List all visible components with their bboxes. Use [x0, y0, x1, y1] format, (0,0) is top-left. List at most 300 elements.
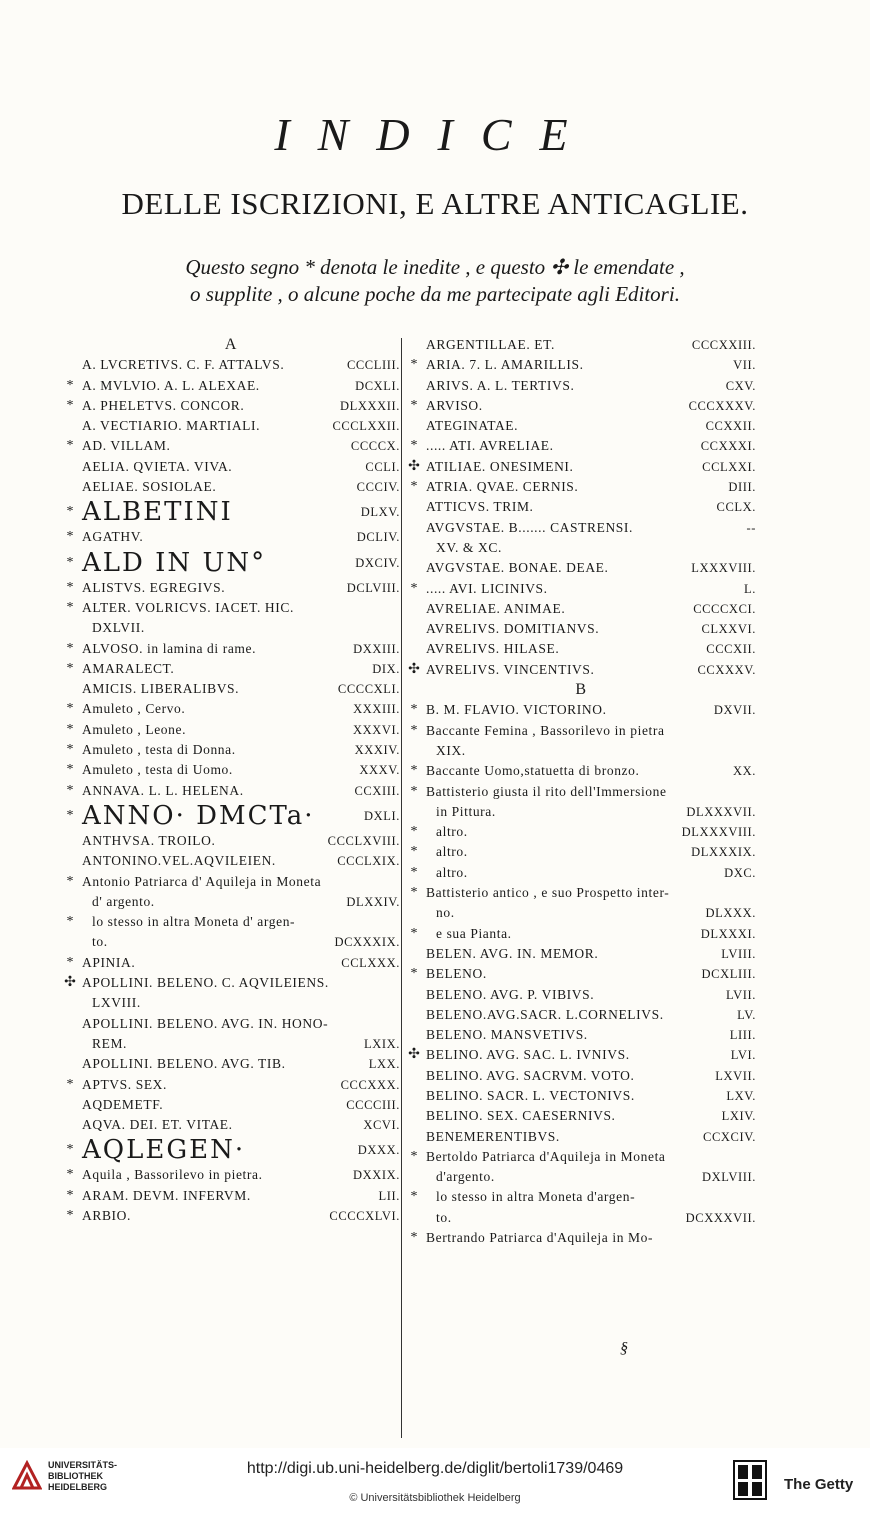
- entry-number: DLXXXVII.: [686, 804, 756, 819]
- index-entry: [406, 863, 756, 883]
- entry-mark: *: [66, 599, 74, 615]
- entry-mark: *: [410, 824, 418, 840]
- index-column-right: [406, 335, 756, 1248]
- entry-text: AVGVSTAE. B....... CASTRENSI.: [426, 519, 633, 535]
- entry-number: LXV.: [726, 1088, 756, 1103]
- entry-mark: *: [66, 807, 74, 823]
- index-entry: [406, 457, 756, 477]
- entry-mark: *: [66, 1187, 74, 1203]
- index-entry: [62, 639, 400, 659]
- entry-text: BENEMERENTIBVS.: [426, 1128, 560, 1144]
- entry-number: DLXXX.: [705, 906, 756, 921]
- entry-text: A. VECTIARIO. MARTIALI.: [82, 418, 261, 434]
- entry-text: ..... ATI. AVRELIAE.: [426, 438, 554, 454]
- index-entry: [62, 1186, 400, 1206]
- entry-number: CCCIV.: [356, 480, 400, 495]
- entry-number: --: [746, 520, 756, 535]
- entry-mark: *: [410, 722, 418, 738]
- index-entry: [406, 1005, 756, 1025]
- entry-text: ARAM. DEVM. INFERVM.: [82, 1187, 251, 1203]
- entry-text: ATILIAE. ONESIMENI.: [426, 458, 574, 474]
- index-entry: [406, 1127, 756, 1147]
- column-divider: [401, 338, 402, 1438]
- entry-text: DXLVII.: [92, 620, 145, 636]
- index-column-left: [62, 335, 400, 1226]
- entry-mark: *: [410, 925, 418, 941]
- entry-mark: *: [410, 844, 418, 860]
- entry-text: e sua Pianta.: [436, 925, 512, 941]
- index-entry: [406, 477, 756, 497]
- index-entry: [62, 477, 400, 497]
- entry-number: CCCCIII.: [346, 1097, 400, 1112]
- entry-text: lo stesso in altra Moneta d' argen-: [92, 914, 296, 930]
- entry-text: BELENO. MANSVETIVS.: [426, 1027, 588, 1043]
- index-entry: [406, 376, 756, 396]
- entry-mark: *: [66, 397, 74, 413]
- index-entry: [62, 497, 400, 527]
- index-entry: [406, 619, 756, 639]
- entry-number: DXXIX.: [353, 1168, 400, 1183]
- entry-text: APOLLINI. BELENO. C. AQVILEIENS.: [82, 975, 329, 991]
- index-entry: [406, 1066, 756, 1086]
- legend-note-line-1: Questo segno * denota le inedite , e questo ✣ le emendate ,: [185, 255, 685, 279]
- entry-text: Antonio Patriarca d' Aquileja in Moneta: [82, 873, 322, 889]
- entry-mark: *: [410, 763, 418, 779]
- entry-text: BELENO.AVG.SACR. L.CORNELIVS.: [426, 1006, 664, 1022]
- entry-mark: *: [66, 1142, 74, 1158]
- entry-text: BELINO. AVG. SACRVM. VOTO.: [426, 1067, 635, 1083]
- entry-number: CCCCX.: [350, 439, 400, 454]
- entry-mark: *: [66, 742, 74, 758]
- index-entry: [406, 436, 756, 456]
- entry-mark: ✣: [408, 458, 420, 474]
- entry-text: Bertrando Patriarca d'Aquileja in Mo-: [426, 1230, 654, 1246]
- entry-text: B: [575, 681, 587, 699]
- page-title: INDICE: [274, 109, 596, 160]
- entry-text: Amuleto , Leone.: [82, 721, 187, 737]
- index-entry: [62, 953, 400, 973]
- entry-mark: *: [66, 954, 74, 970]
- index-entry: [406, 416, 756, 436]
- index-entry: [62, 1014, 400, 1034]
- entry-text: AVRELIVS. VINCENTIVS.: [426, 661, 595, 677]
- index-entry: [62, 801, 400, 831]
- entry-number: LXVII.: [715, 1068, 756, 1083]
- index-entry: [406, 842, 756, 862]
- getty-logo-icon[interactable]: [733, 1460, 767, 1500]
- index-entry: [62, 781, 400, 801]
- entry-number: DLXXXVIII.: [681, 825, 756, 840]
- entry-number: CCCCXLVI.: [329, 1208, 400, 1223]
- entry-number: VII.: [733, 358, 756, 373]
- index-entry: [62, 993, 400, 1013]
- index-entry: [406, 1147, 756, 1167]
- entry-mark: *: [66, 377, 74, 393]
- entry-number: DLXXXIX.: [691, 845, 756, 860]
- index-entry: [62, 699, 400, 719]
- entry-text: to.: [436, 1209, 452, 1225]
- entry-number: DXLI.: [364, 808, 400, 823]
- entry-mark: *: [410, 479, 418, 495]
- entry-number: CCCCXCI.: [693, 601, 756, 616]
- index-entry: [62, 1206, 400, 1226]
- index-entry: [62, 376, 400, 396]
- entry-number: CCXIII.: [354, 783, 400, 798]
- entry-number: CLXXVI.: [701, 622, 756, 637]
- entry-text: ALVOSO. in lamina di rame.: [82, 640, 257, 656]
- index-entry: [406, 558, 756, 578]
- permalink-url[interactable]: http://digi.ub.uni-heidelberg.de/diglit/bertoli1739/0469: [246, 1460, 624, 1477]
- entry-number: DXLVIII.: [702, 1170, 756, 1185]
- index-entry: [406, 396, 756, 416]
- entry-text: ATRIA. QVAE. CERNIS.: [426, 479, 579, 495]
- index-entry: [62, 973, 400, 993]
- entry-text: Baccante Femina , Bassorilevo in pietra: [426, 722, 665, 738]
- index-entry: [62, 831, 400, 851]
- index-entry: [62, 396, 400, 416]
- entry-text: ..... AVI. LICINIVS.: [426, 580, 548, 596]
- index-entry: [62, 457, 400, 477]
- entry-text: in Pittura.: [436, 803, 496, 819]
- index-entry: [406, 518, 756, 538]
- entry-text: to.: [92, 934, 108, 950]
- page-subtitle: DELLE ISCRIZIONI, E ALTRE ANTICAGLIE.: [121, 186, 749, 221]
- entry-text: APOLLINI. BELENO. AVG. IN. HONO-: [82, 1015, 329, 1031]
- entry-text: ANTHVSA. TROILO.: [82, 832, 216, 848]
- index-entry: [406, 964, 756, 984]
- entry-mark: *: [66, 554, 74, 570]
- entry-number: CCXCIV.: [703, 1129, 756, 1144]
- entry-text: APOLLINI. BELENO. AVG. TIB.: [82, 1056, 286, 1072]
- index-entry: [406, 1208, 756, 1228]
- entry-text: BELENO. AVG. P. VIBIVS.: [426, 986, 595, 1002]
- entry-text: ARGENTILLAE. ET.: [426, 337, 555, 352]
- entry-number: DCXXXVII.: [685, 1210, 756, 1225]
- index-entry: [406, 1187, 756, 1207]
- index-entry: [62, 618, 400, 638]
- index-entry: [406, 579, 756, 599]
- index-entry: [62, 1075, 400, 1095]
- index-entry: [62, 436, 400, 456]
- entry-number: LVIII.: [721, 946, 756, 961]
- entry-mark: *: [66, 914, 74, 930]
- entry-text: AELIA. QVIETA. VIVA.: [82, 458, 233, 474]
- entry-text: ANNAVA. L. L. HELENA.: [82, 782, 244, 798]
- entry-text: AGATHV.: [82, 529, 144, 545]
- entry-mark: *: [66, 529, 74, 545]
- entry-mark: *: [410, 864, 418, 880]
- university-library-name: UNIVERSITÄTS- BIBLIOTHEK HEIDELBERG: [48, 1460, 118, 1492]
- entry-mark: ✣: [64, 975, 76, 991]
- entry-text: APTVS. SEX.: [82, 1076, 167, 1092]
- entry-text: LXVIII.: [92, 995, 141, 1011]
- entry-text: ALTER. VOLRICVS. IACET. HIC.: [82, 599, 294, 615]
- index-entry: [406, 761, 756, 781]
- index-entry: [406, 822, 756, 842]
- entry-number: CCXXXI.: [700, 439, 756, 454]
- index-entry: [62, 1034, 400, 1054]
- legend-note-line-2: o supplite , o alcune poche da me partecipate agli Editori.: [190, 282, 680, 306]
- index-entry: [406, 335, 756, 355]
- index-entry: [406, 741, 756, 761]
- entry-text: ARBIO.: [82, 1207, 131, 1223]
- index-entry: [406, 802, 756, 822]
- index-entry: [62, 416, 400, 436]
- getty-name: The Getty: [784, 1476, 854, 1493]
- index-entry: [406, 985, 756, 1005]
- index-entry: [406, 639, 756, 659]
- entry-text: AQLEGEN·: [82, 1135, 246, 1166]
- entry-number: XX.: [733, 764, 756, 779]
- entry-mark: *: [410, 966, 418, 982]
- section-letter: [62, 335, 400, 355]
- index-entry: [406, 944, 756, 964]
- entry-mark: *: [66, 660, 74, 676]
- entry-number: DCXLI.: [355, 378, 400, 393]
- entry-number: LXXXVIII.: [691, 561, 756, 576]
- entry-number: XXXVI.: [353, 722, 400, 737]
- entry-number: DIX.: [372, 661, 400, 676]
- entry-text: XV. & XC.: [436, 539, 502, 555]
- entry-number: CCXXII.: [705, 419, 756, 434]
- index-entry: [62, 720, 400, 740]
- entry-text: A. MVLVIO. A. L. ALEXAE.: [82, 377, 260, 393]
- entry-number: DXXIII.: [353, 641, 400, 656]
- entry-text: REM.: [92, 1035, 128, 1051]
- viewer-footer: [0, 1448, 870, 1518]
- entry-number: DCXXXIX.: [334, 935, 400, 950]
- index-entry: [62, 578, 400, 598]
- entry-mark: *: [66, 762, 74, 778]
- entry-mark: *: [410, 1230, 418, 1246]
- entry-number: LVII.: [726, 987, 756, 1002]
- entry-text: ALBETINI: [82, 497, 233, 528]
- entry-mark: *: [66, 1076, 74, 1092]
- entry-number: CCXXXV.: [697, 662, 756, 677]
- entry-number: DXVII.: [713, 703, 756, 718]
- entry-number: CCCXXIII.: [691, 338, 756, 352]
- entry-number: CCCXXXV.: [688, 398, 756, 413]
- entry-mark: *: [410, 357, 418, 373]
- section-letter: [406, 680, 756, 700]
- entry-number: DCLIV.: [356, 530, 400, 545]
- entry-text: Baccante Uomo,statuetta di bronzo.: [426, 763, 640, 779]
- index-entry: [62, 872, 400, 892]
- catchword: §: [620, 1340, 628, 1357]
- entry-number: DIII.: [728, 480, 756, 495]
- entry-text: AMARALECT.: [82, 660, 175, 676]
- entry-number: CCCLIII.: [346, 358, 400, 373]
- index-entry: [406, 355, 756, 375]
- entry-mark: *: [410, 580, 418, 596]
- entry-number: L.: [744, 581, 756, 596]
- entry-text: BELEN. AVG. IN. MEMOR.: [426, 945, 599, 961]
- entry-mark: *: [66, 782, 74, 798]
- entry-text: AVGVSTAE. BONAE. DEAE.: [426, 560, 609, 576]
- index-entry: [406, 599, 756, 619]
- entry-text: d'argento.: [436, 1169, 495, 1185]
- index-entry: [406, 903, 756, 923]
- entry-mark: *: [66, 721, 74, 737]
- entry-number: CCCLXXII.: [332, 419, 400, 434]
- entry-text: BELINO. SACR. L. VECTONIVS.: [426, 1087, 635, 1103]
- entry-mark: *: [410, 885, 418, 901]
- entry-number: CCCCXLI.: [337, 682, 400, 697]
- entry-text: AQDEMETF.: [82, 1096, 164, 1112]
- entry-text: AVRELIAE. ANIMAE.: [426, 600, 566, 616]
- entry-text: AMICIS. LIBERALIBVS.: [82, 681, 240, 697]
- entry-mark: *: [410, 783, 418, 799]
- index-entry: [62, 1054, 400, 1074]
- entry-mark: *: [410, 1148, 418, 1164]
- index-entry: [62, 912, 400, 932]
- index-entry: [406, 1106, 756, 1126]
- entry-text: Battisterio giusta il rito dell'Immersione: [426, 783, 667, 799]
- entry-text: Battisterio antico , e suo Prospetto inter-: [426, 885, 670, 901]
- entry-number: DLXXIV.: [346, 894, 400, 909]
- entry-number: DXCIV.: [355, 555, 400, 570]
- entry-text: Aquila , Bassorilevo in pietra.: [82, 1167, 263, 1183]
- entry-text: A. LVCRETIVS. C. F. ATTALVS.: [82, 357, 285, 373]
- entry-number: LXIX.: [364, 1036, 400, 1051]
- entry-mark: *: [66, 579, 74, 595]
- index-entry: [62, 760, 400, 780]
- index-entry: [62, 598, 400, 618]
- index-entry: [406, 1167, 756, 1187]
- entry-number: XXXV.: [359, 763, 400, 778]
- entry-mark: *: [66, 873, 74, 889]
- index-entry: [62, 548, 400, 578]
- entry-mark: *: [66, 640, 74, 656]
- entry-text: ALD IN UN°: [82, 547, 267, 578]
- index-entry: [406, 1045, 756, 1065]
- entry-text: altro.: [436, 844, 468, 860]
- entry-mark: *: [66, 504, 74, 520]
- entry-text: ALISTVS. EGREGIVS.: [82, 579, 226, 595]
- index-entry: [406, 660, 756, 680]
- entry-text: ATTICVS. TRIM.: [426, 499, 534, 515]
- entry-text: APINIA.: [82, 954, 136, 970]
- entry-mark: *: [66, 438, 74, 454]
- entry-number: CCLXXX.: [341, 955, 400, 970]
- entry-text: BELINO. AVG. SAC. L. IVNIVS.: [426, 1047, 630, 1063]
- entry-number: LV.: [737, 1007, 756, 1022]
- entry-mark: *: [66, 1167, 74, 1183]
- index-entry: [62, 679, 400, 699]
- entry-text: AQVA. DEI. ET. VITAE.: [82, 1117, 233, 1133]
- entry-number: DCLVIII.: [346, 580, 400, 595]
- entry-number: CCLXXI.: [702, 459, 756, 474]
- entry-number: CCCLXIX.: [337, 854, 400, 869]
- entry-text: AVRELIVS. HILASE.: [426, 641, 560, 657]
- entry-text: ANTONINO.VEL.AQVILEIEN.: [82, 853, 276, 869]
- entry-mark: *: [410, 438, 418, 454]
- entry-text: altro.: [436, 864, 468, 880]
- index-entry: [406, 700, 756, 720]
- entry-number: CCCLXVIII.: [327, 833, 400, 848]
- entry-text: Bertoldo Patriarca d'Aquileja in Moneta: [426, 1148, 666, 1164]
- entry-mark: *: [410, 702, 418, 718]
- entry-text: XIX.: [436, 742, 466, 758]
- index-entry: [406, 782, 756, 802]
- entry-mark: *: [66, 1207, 74, 1223]
- entry-text: BELENO.: [426, 966, 487, 982]
- entry-text: ARIVS. A. L. TERTIVS.: [426, 377, 575, 393]
- entry-text: A. PHELETVS. CONCOR.: [82, 397, 245, 413]
- index-entry: [406, 538, 756, 558]
- entry-number: DLXXXII.: [340, 398, 400, 413]
- entry-number: CCLX.: [716, 500, 756, 515]
- index-entry: [62, 659, 400, 679]
- entry-text: ATEGINATAE.: [426, 418, 519, 434]
- index-entry: [406, 497, 756, 517]
- entry-text: AELIAE. SOSIOLAE.: [82, 479, 217, 495]
- entry-number: CCLI.: [365, 459, 400, 474]
- entry-text: Amuleto , testa di Donna.: [82, 742, 236, 758]
- entry-text: ARIA. 7. L. AMARILLIS.: [426, 357, 584, 373]
- index-entry: [62, 932, 400, 952]
- entry-number: XXXIII.: [353, 702, 400, 717]
- index-entry: [406, 924, 756, 944]
- entry-number: DLXV.: [360, 505, 400, 520]
- entry-text: AD. VILLAM.: [82, 438, 171, 454]
- entry-text: ARVISO.: [426, 397, 483, 413]
- entry-text: AVRELIVS. DOMITIANVS.: [426, 621, 600, 637]
- index-entry: [406, 1086, 756, 1106]
- entry-number: XXXIV.: [354, 743, 400, 758]
- entry-number: LXX.: [368, 1057, 400, 1072]
- entry-text: Amuleto , testa di Uomo.: [82, 762, 233, 778]
- entry-text: no.: [436, 905, 455, 921]
- entry-number: DLXXXI.: [700, 926, 756, 941]
- entry-number: CCCXII.: [706, 642, 756, 657]
- copyright-notice: © Universitätsbibliothek Heidelberg: [349, 1492, 521, 1504]
- entry-number: XCVI.: [363, 1118, 400, 1133]
- entry-number: CXV.: [725, 378, 756, 393]
- index-entry: [62, 355, 400, 375]
- index-entry: [406, 721, 756, 741]
- index-entry: [62, 1095, 400, 1115]
- entry-number: DCXLIII.: [701, 967, 756, 982]
- index-entry: [406, 883, 756, 903]
- index-entry: [62, 1165, 400, 1185]
- index-entry: [62, 527, 400, 547]
- entry-text: BELINO. SEX. CAESERNIVS.: [426, 1108, 616, 1124]
- entry-mark: *: [410, 397, 418, 413]
- entry-number: DXXX.: [357, 1143, 400, 1158]
- entry-text: Amuleto , Cervo.: [82, 701, 186, 717]
- index-entry: [406, 1025, 756, 1045]
- index-entry: [62, 1115, 400, 1135]
- entry-number: LVI.: [730, 1048, 756, 1063]
- entry-number: CCCXXX.: [340, 1077, 400, 1092]
- index-entry: [62, 892, 400, 912]
- entry-mark: ✣: [408, 1047, 420, 1063]
- index-entry: [406, 1228, 756, 1248]
- entry-number: DXC.: [724, 865, 756, 880]
- entry-text: ANNO· DMCTa·: [82, 800, 315, 831]
- entry-mark: *: [66, 701, 74, 717]
- index-entry: [62, 851, 400, 871]
- entry-text: B. M. FLAVIO. VICTORINO.: [426, 702, 607, 718]
- index-entry: [62, 740, 400, 760]
- entry-number: LII.: [378, 1188, 400, 1203]
- entry-mark: ✣: [408, 661, 420, 677]
- entry-text: A: [224, 336, 238, 353]
- entry-text: altro.: [436, 824, 468, 840]
- entry-text: d' argento.: [92, 893, 155, 909]
- entry-mark: *: [410, 1189, 418, 1205]
